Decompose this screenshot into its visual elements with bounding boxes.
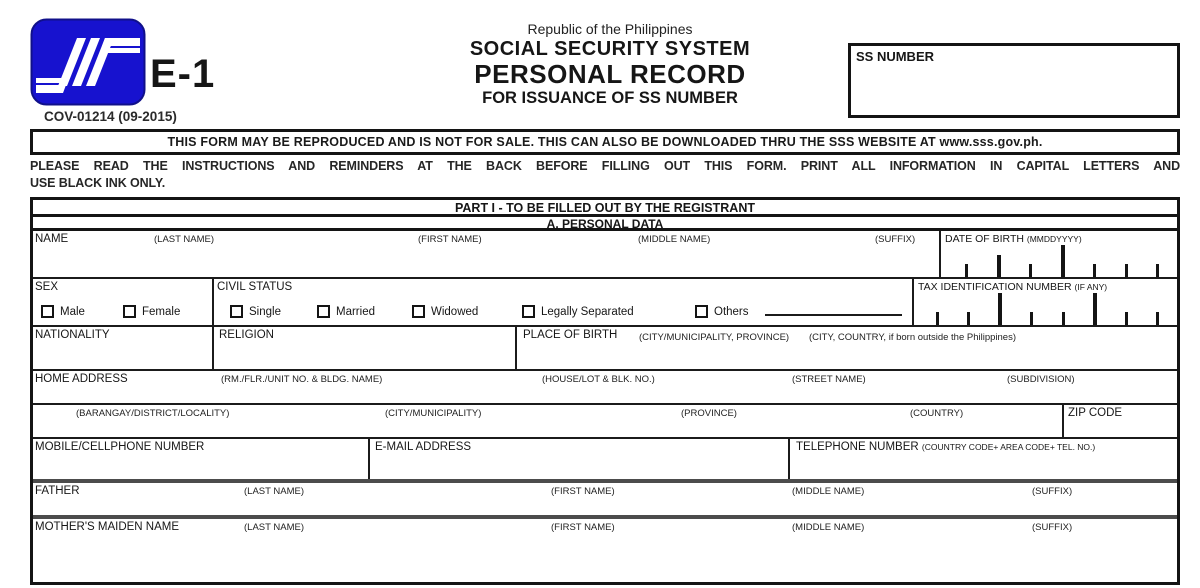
date-of-birth-comb[interactable] xyxy=(965,243,1159,277)
name-label: NAME xyxy=(35,233,69,245)
ss-number-label: SS NUMBER xyxy=(856,49,935,64)
religion-field[interactable] xyxy=(216,327,517,369)
digit-separator-tick xyxy=(1061,245,1065,277)
unit-bldg-hint: (RM./FLR./UNIT NO. & BLDG. NAME) xyxy=(221,374,383,385)
father-name-row[interactable] xyxy=(33,483,1177,519)
section-a-title: A. PERSONAL DATA xyxy=(546,217,664,231)
sex-field xyxy=(33,279,214,325)
mother-last-name-hint: (LAST NAME) xyxy=(244,522,305,533)
zip-code-label: ZIP CODE xyxy=(1068,407,1123,419)
father-middle-name-hint: (MIDDLE NAME) xyxy=(792,486,865,497)
digit-separator-tick xyxy=(936,312,939,325)
legally-separated-checkbox[interactable] xyxy=(522,305,535,318)
name-row[interactable] xyxy=(33,231,1177,279)
tin-label: TAX IDENTIFICATION NUMBER (IF ANY) xyxy=(918,281,1108,293)
telephone-number-field[interactable] xyxy=(792,439,1177,479)
nationality-religion-row xyxy=(33,327,1177,371)
mother-suffix-hint: (SUFFIX) xyxy=(1032,522,1073,533)
reproduction-notice-banner xyxy=(30,129,1180,155)
part1-title: PART I - TO BE FILLED OUT BY THE REGISTRANT xyxy=(454,201,755,215)
mobile-number-field[interactable] xyxy=(33,439,370,479)
fill-instructions xyxy=(30,158,1180,192)
religion-label: RELIGION xyxy=(219,329,274,341)
others-write-in-line[interactable] xyxy=(765,314,902,316)
father-label: FATHER xyxy=(35,485,80,497)
street-name-hint: (STREET NAME) xyxy=(792,374,866,385)
sss-logo xyxy=(30,18,146,106)
female-checkbox[interactable] xyxy=(123,305,136,318)
part1-header xyxy=(33,200,1177,217)
digit-separator-tick xyxy=(1125,264,1128,277)
telephone-number-note: (COUNTRY CODE+ AREA CODE+ TEL. NO.) xyxy=(921,442,1096,452)
last-name-hint: (LAST NAME) xyxy=(154,234,215,245)
place-of-birth-field[interactable] xyxy=(519,327,1177,369)
sex-option-female[interactable] xyxy=(123,305,180,318)
middle-name-hint: (MIDDLE NAME) xyxy=(638,234,711,245)
digit-separator-tick xyxy=(1093,293,1097,325)
digit-separator-tick xyxy=(967,312,970,325)
father-suffix-hint: (SUFFIX) xyxy=(1032,486,1073,497)
female-label: Female xyxy=(142,305,181,318)
civil-status-field xyxy=(214,279,912,325)
married-checkbox[interactable] xyxy=(317,305,330,318)
form-subtitle: FOR ISSUANCE OF SS NUMBER xyxy=(482,89,738,108)
city-municipality-hint: (CITY/MUNICIPALITY) xyxy=(385,408,482,419)
civil-status-option-married[interactable] xyxy=(317,305,375,318)
male-label: Male xyxy=(60,305,85,318)
single-label: Single xyxy=(249,305,281,318)
instructions-line2: USE BLACK INK ONLY. xyxy=(30,176,166,190)
document-code: COV-01214 (09-2015) xyxy=(44,109,177,124)
place-of-birth-domestic-hint: (CITY/MUNICIPALITY, PROVINCE) xyxy=(639,332,790,343)
digit-separator-tick xyxy=(1125,312,1128,325)
tin-field[interactable] xyxy=(912,279,1177,325)
widowed-label: Widowed xyxy=(431,305,479,318)
tin-note: (IF ANY) xyxy=(1074,282,1108,292)
agency-name: SOCIAL SECURITY SYSTEM xyxy=(469,37,751,60)
home-address-row-2[interactable] xyxy=(33,405,1177,439)
date-of-birth-field[interactable] xyxy=(939,231,1177,277)
telephone-number-label: TELEPHONE NUMBER (COUNTRY CODE+ AREA CODE+ TEL. NO.) xyxy=(796,441,1096,453)
digit-separator-tick xyxy=(965,264,968,277)
country-hint: (COUNTRY) xyxy=(910,408,964,419)
email-address-field[interactable] xyxy=(372,439,790,479)
nationality-field[interactable] xyxy=(33,327,214,369)
form-title-block xyxy=(330,22,890,108)
digit-separator-tick xyxy=(1093,264,1096,277)
mother-middle-name-hint: (MIDDLE NAME) xyxy=(792,522,865,533)
home-address-label: HOME ADDRESS xyxy=(35,373,128,385)
civil-status-option-widowed[interactable] xyxy=(412,305,478,318)
digit-separator-tick xyxy=(997,255,1001,277)
house-lot-hint: (HOUSE/LOT & BLK. NO.) xyxy=(542,374,655,385)
instructions-line1: PLEASE READ THE INSTRUCTIONS AND REMINDERS AT THE BACK BEFORE FILLING OUT THIS FORM. PRINT ALL INFORMATION IN CAPITAL LETTERS AND xyxy=(30,159,1180,173)
civil-status-option-legally-separated[interactable] xyxy=(522,305,634,318)
digit-separator-tick xyxy=(1062,312,1065,325)
banner-text: THIS FORM MAY BE REPRODUCED AND IS NOT FOR SALE. THIS CAN ALSO BE DOWNLOADED THRU THE SSS WEBSITE AT www.sss.gov.ph. xyxy=(167,135,1043,149)
single-checkbox[interactable] xyxy=(230,305,243,318)
tin-comb[interactable] xyxy=(936,291,1159,325)
zip-code-field[interactable] xyxy=(1062,405,1177,437)
civil-status-option-others[interactable] xyxy=(695,305,749,318)
digit-separator-tick xyxy=(998,293,1002,325)
form-title: PERSONAL RECORD xyxy=(474,59,746,90)
date-of-birth-label: DATE OF BIRTH (MMDDYYYY) xyxy=(945,233,1082,245)
republic-line: Republic of the Philippines xyxy=(527,21,693,37)
first-name-hint: (FIRST NAME) xyxy=(418,234,482,245)
married-label: Married xyxy=(336,305,375,318)
suffix-hint: (SUFFIX) xyxy=(875,234,916,245)
digit-separator-tick xyxy=(1156,312,1159,325)
section-a-header xyxy=(33,217,1177,231)
others-label: Others xyxy=(714,305,749,318)
part1-table xyxy=(30,197,1180,585)
male-checkbox[interactable] xyxy=(41,305,54,318)
form-code: E-1 xyxy=(150,52,216,96)
mother-first-name-hint: (FIRST NAME) xyxy=(551,522,615,533)
barangay-hint: (BARANGAY/DISTRICT/LOCALITY) xyxy=(76,408,230,419)
digit-separator-tick xyxy=(1029,264,1032,277)
place-of-birth-foreign-hint: (CITY, COUNTRY, if born outside the Philippines) xyxy=(809,332,1016,343)
home-address-row-1[interactable] xyxy=(33,371,1177,405)
digit-separator-tick xyxy=(1156,264,1159,277)
nationality-label: NATIONALITY xyxy=(35,329,110,341)
ss-number-box[interactable] xyxy=(848,43,1180,118)
contact-row xyxy=(33,439,1177,483)
legally-separated-label: Legally Separated xyxy=(541,305,634,318)
others-checkbox[interactable] xyxy=(695,305,708,318)
date-of-birth-format: (MMDDYYYY) xyxy=(1026,234,1082,244)
province-hint: (PROVINCE) xyxy=(681,408,737,419)
widowed-checkbox[interactable] xyxy=(412,305,425,318)
mother-maiden-name-row[interactable] xyxy=(33,519,1177,558)
civil-status-option-single[interactable] xyxy=(230,305,281,318)
father-last-name-hint: (LAST NAME) xyxy=(244,486,305,497)
civil-status-label: CIVIL STATUS xyxy=(217,281,293,293)
father-first-name-hint: (FIRST NAME) xyxy=(551,486,615,497)
sex-option-male[interactable] xyxy=(41,305,85,318)
digit-separator-tick xyxy=(1030,312,1033,325)
mobile-number-label: MOBILE/CELLPHONE NUMBER xyxy=(35,441,205,453)
sex-civil-status-row xyxy=(33,279,1177,327)
sex-label: SEX xyxy=(35,281,59,293)
subdivision-hint: (SUBDIVISION) xyxy=(1007,374,1075,385)
place-of-birth-label: PLACE OF BIRTH xyxy=(523,329,618,341)
mother-maiden-name-label: MOTHER'S MAIDEN NAME xyxy=(35,521,180,533)
email-address-label: E-MAIL ADDRESS xyxy=(375,441,472,453)
